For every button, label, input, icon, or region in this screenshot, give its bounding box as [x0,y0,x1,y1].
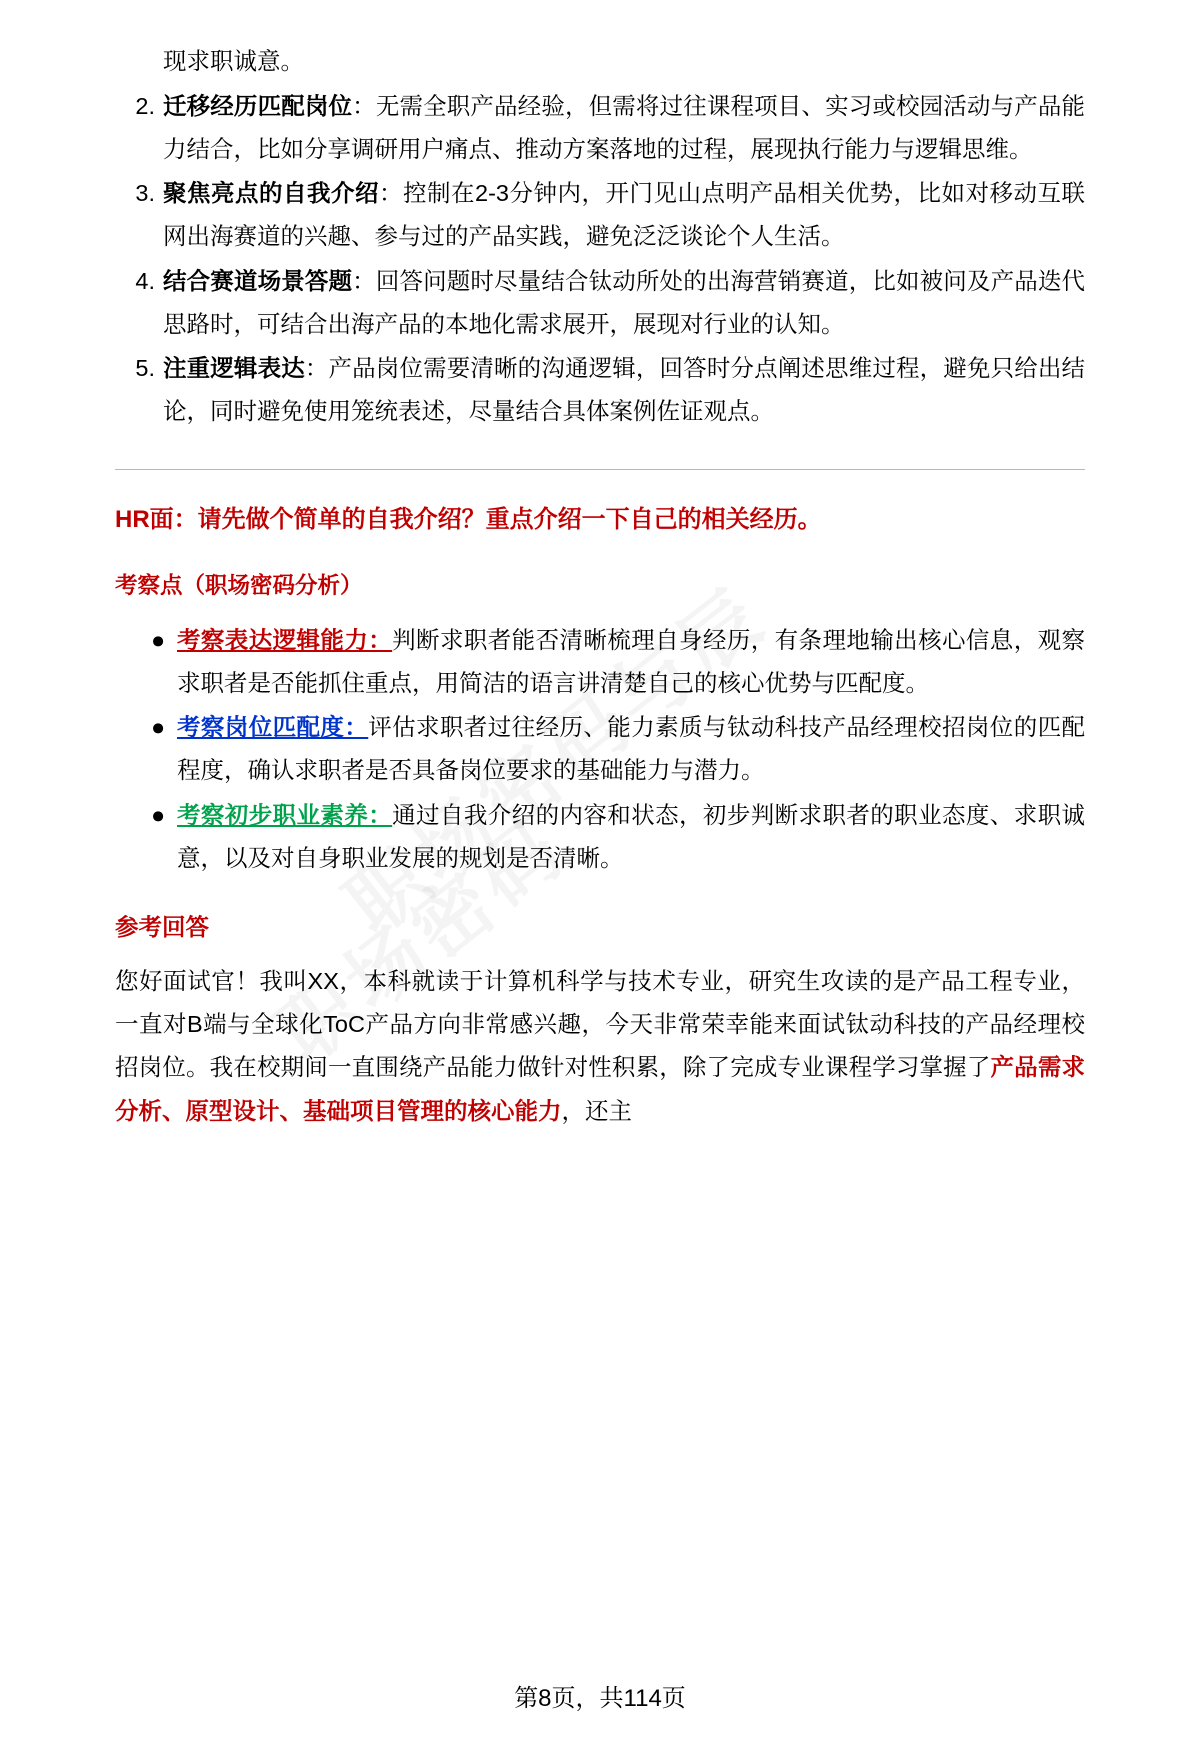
list-item-lead: 迁移经历匹配岗位 [163,92,353,119]
exam-point-body: 通过自我介绍的内容和状态，初步判断求职者的职业态度、求职诚意，以及对自身职业发展的规划是否清晰。 [177,802,1086,871]
exam-point-highlight: 考察表达逻辑能力： [177,626,393,653]
exam-point-highlight: 考察岗位匹配度： [177,714,369,741]
list-item [115,260,1085,346]
list-item-lead: 结合赛道场景答题 [163,267,353,294]
list-item-lead: 注重逻辑表达 [163,355,305,382]
list-item [115,172,1085,258]
list-item-body: ：无需全职产品经验，但需将过往课程项目、实习或校园活动与产品能力结合，比如分享调研用户痛点、推动方案落地的过程，展现执行能力与逻辑思维。 [163,92,1086,162]
list-item-body: ：产品岗位需要清晰的沟通逻辑，回答时分点阐述思维过程，避免只给出结论，同时避免使用笼统表述，尽量结合具体案例佐证观点。 [163,355,1086,425]
document-content [115,40,1085,1133]
bullet-icon: ● [151,802,166,828]
exam-points-heading: 考察点（职场密码分析） [115,572,363,598]
exam-point-highlight: 考察初步职业素养： [177,802,393,828]
bullet-icon: ● [151,626,166,653]
list-item-lead: 聚焦亮点的自我介绍 [163,180,380,207]
exam-point-body: 评估求职者过往经历、能力素质与钛动科技产品经理校招岗位的匹配程度，确认求职者是否具备岗位要求的基础能力与潜力。 [177,714,1086,784]
bullet-icon: ● [151,714,166,741]
list-item-body: ：控制在2-3分钟内，开门见山点明产品相关优势，比如对移动互联网出海赛道的兴趣、参与过的产品实践，避免泛泛谈论个人生活。 [163,180,1086,250]
list-item [115,619,1085,705]
answer-highlight: 产品需求分析、原型设计、基础项目管理的核心能力 [115,1054,1086,1124]
reference-answer-paragraph [115,960,1085,1134]
list-item [115,85,1085,171]
section-divider [115,469,1085,470]
continued-paragraph: 现求职诚意。 [163,48,304,74]
list-item [115,794,1085,880]
answer-text-before: 您好面试官！我叫XX，本科就读于计算机科学与技术专业，研究生攻读的是产品工程专业，一直对B端与全球化ToC产品方向非常感兴趣，今天非常荣幸能来面试钛动科技的产品经理校招岗位。我在校期间一直围绕产品能力做针对性积累，除了完成专业课程学习掌握了 [115,967,1085,1081]
exam-point-body: 判断求职者能否清晰梳理自身经历，有条理地输出核心信息，观察求职者是否能抓住重点，用简洁的语言讲清楚自己的核心优势与匹配度。 [177,626,1086,696]
list-marker: 3. [135,180,155,207]
answer-text-after: ，还主 [561,1097,632,1124]
list-item-body: ：回答问题时尽量结合钛动所处的出海营销赛道，比如被问及产品迭代思路时，可结合出海产品的本地化需求展开，展现对行业的认知。 [163,267,1086,337]
numbered-tips-list [115,85,1085,433]
list-item [115,706,1085,792]
list-marker: 4. [135,267,155,294]
question-title: HR面：请先做个简单的自我介绍？重点介绍一下自己的相关经历。 [115,505,822,533]
list-item [115,347,1085,433]
page-footer: 第8页，共114页 [514,1685,686,1712]
reference-answer-heading: 参考回答 [115,913,209,940]
list-marker: 2. [135,92,155,119]
exam-points-list [115,619,1085,880]
list-marker: 5. [135,355,155,382]
